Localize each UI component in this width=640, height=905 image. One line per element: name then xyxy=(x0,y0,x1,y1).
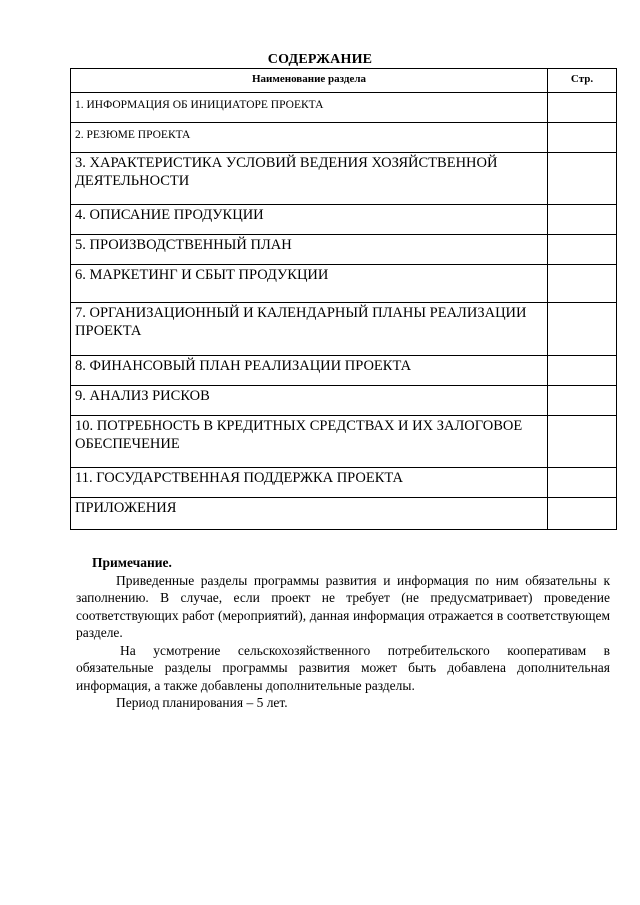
section-name: 5. ПРОИЗВОДСТВЕННЫЙ ПЛАН xyxy=(71,235,548,265)
table-row xyxy=(71,416,617,468)
section-name: 1. ИНФОРМАЦИЯ ОБ ИНИЦИАТОРЕ ПРОЕКТА xyxy=(71,93,548,123)
page-title: СОДЕРЖАНИЕ xyxy=(267,52,373,67)
section-page xyxy=(548,153,617,205)
contents-table xyxy=(70,68,617,530)
table-row xyxy=(71,303,617,356)
section-name: 2. РЕЗЮМЕ ПРОЕКТА xyxy=(71,123,548,153)
section-page xyxy=(548,123,617,153)
section-page xyxy=(548,356,617,386)
note-paragraph: На усмотрение сельскохозяйственного потребительского кооперативам в обязательные разделы программы развития может быть добавлена дополнительная информация, а также добавлены дополнительные разделы. xyxy=(76,642,610,693)
table-row xyxy=(71,356,617,386)
section-page xyxy=(548,205,617,235)
section-name: 6. МАРКЕТИНГ И СБЫТ ПРОДУКЦИИ xyxy=(71,265,548,303)
header-page: Стр. xyxy=(548,69,617,93)
table-row xyxy=(71,93,617,123)
section-page xyxy=(548,93,617,123)
section-name: 7. ОРГАНИЗАЦИОННЫЙ И КАЛЕНДАРНЫЙ ПЛАНЫ РЕАЛИЗАЦИИ ПРОЕКТА xyxy=(71,303,548,356)
table-row xyxy=(71,123,617,153)
table-row xyxy=(71,153,617,205)
section-name: 10. ПОТРЕБНОСТЬ В КРЕДИТНЫХ СРЕДСТВАХ И ИХ ЗАЛОГОВОЕ ОБЕСПЕЧЕНИЕ xyxy=(71,416,548,468)
section-page xyxy=(548,265,617,303)
section-page xyxy=(548,303,617,356)
note-paragraph: Приведенные разделы программы развития и информация по ним обязательны к заполнению. В случае, если проект не требует (не предусматривает) проведение соответствующих работ (мероприятий), данная информация отражается в соответствующем разделе. xyxy=(76,572,610,640)
section-name: ПРИЛОЖЕНИЯ xyxy=(71,498,548,530)
table-row xyxy=(71,468,617,498)
note-title: Примечание. xyxy=(92,555,172,570)
section-page xyxy=(548,468,617,498)
section-page xyxy=(548,235,617,265)
section-page xyxy=(548,498,617,530)
table-row xyxy=(71,205,617,235)
header-section-name: Наименование раздела xyxy=(71,69,548,93)
table-row xyxy=(71,386,617,416)
section-name: 4. ОПИСАНИЕ ПРОДУКЦИИ xyxy=(71,205,548,235)
table-row xyxy=(71,235,617,265)
section-name: 9. АНАЛИЗ РИСКОВ xyxy=(71,386,548,416)
section-page xyxy=(548,416,617,468)
section-name: 8. ФИНАНСОВЫЙ ПЛАН РЕАЛИЗАЦИИ ПРОЕКТА xyxy=(71,356,548,386)
section-page xyxy=(548,386,617,416)
table-row xyxy=(71,265,617,303)
note-block xyxy=(76,554,610,712)
table-header-row xyxy=(71,69,617,93)
section-name: 3. ХАРАКТЕРИСТИКА УСЛОВИЙ ВЕДЕНИЯ ХОЗЯЙСТВЕННОЙ ДЕЯТЕЛЬНОСТИ xyxy=(71,153,548,205)
table-row xyxy=(71,498,617,530)
section-name: 11. ГОСУДАРСТВЕННАЯ ПОДДЕРЖКА ПРОЕКТА xyxy=(71,468,548,498)
note-paragraph: Период планирования – 5 лет. xyxy=(116,695,288,710)
